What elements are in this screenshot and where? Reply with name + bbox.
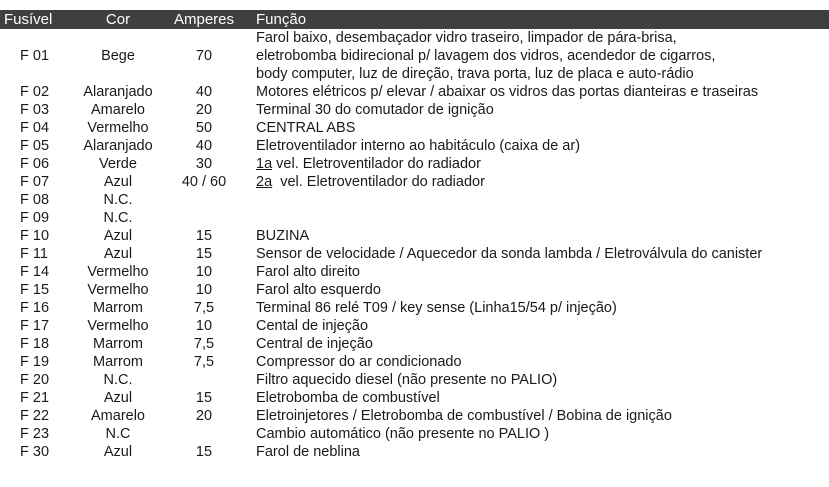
- table-row: [0, 263, 829, 281]
- function-line: eletrobomba bidirecional p/ lavagem dos vidros, acendedor de cigarros,: [256, 48, 716, 64]
- fuse-id: F 22: [20, 408, 50, 424]
- fuse-amperes: 10: [195, 318, 213, 334]
- function-line: Filtro aquecido diesel (não presente no PALIO): [256, 372, 558, 388]
- function-line: Sensor de velocidade / Aquecedor da sonda lambda / Eletroválvula do canister: [256, 246, 763, 262]
- table-row: [0, 407, 829, 425]
- speed-ordinal: 2a: [256, 174, 273, 190]
- table-row: [0, 191, 829, 209]
- fuse-function: [256, 299, 826, 317]
- function-line: Cambio automático (não presente no PALIO ): [256, 426, 550, 442]
- fuse-id: F 06: [20, 156, 50, 172]
- fuse-id: F 02: [20, 84, 50, 100]
- table-row: [0, 335, 829, 353]
- fuse-amperes: 40 / 60: [181, 174, 227, 190]
- fuse-color: N.C: [105, 426, 131, 442]
- fuse-id: F 10: [20, 228, 50, 244]
- function-text: vel. Eletroventilador do radiador: [272, 174, 485, 190]
- fuse-id: F 30: [20, 444, 50, 460]
- fuse-id: F 23: [20, 426, 50, 442]
- fuse-function: [256, 101, 826, 119]
- table-header: [0, 10, 829, 29]
- fuse-amperes: 10: [195, 282, 213, 298]
- table-row: [0, 425, 829, 443]
- fuse-id: F 05: [20, 138, 50, 154]
- fuse-id: F 14: [20, 264, 50, 280]
- function-line: Motores elétricos p/ elevar / abaixar os vidros das portas dianteiras e traseiras: [256, 84, 759, 100]
- fuse-color: Vermelho: [87, 120, 149, 136]
- fuse-color: Azul: [103, 444, 133, 460]
- function-line: CENTRAL ABS: [256, 120, 356, 136]
- table-row: [0, 245, 829, 263]
- fuse-function: [256, 173, 826, 191]
- fuse-function: [256, 443, 826, 461]
- header-fusivel: Fusível: [4, 11, 53, 28]
- function-line: [256, 155, 481, 173]
- fuse-function: [256, 245, 826, 263]
- fuse-color: Marrom: [93, 354, 143, 370]
- fuse-amperes: [166, 425, 242, 443]
- function-line: Terminal 30 do comutador de ignição: [256, 102, 494, 118]
- fuse-amperes: 50: [195, 120, 213, 136]
- fuse-amperes: 30: [195, 156, 213, 172]
- fuse-function: [256, 353, 826, 371]
- fuse-amperes: [166, 371, 242, 389]
- table-row: [0, 29, 829, 83]
- fuse-id: F 11: [20, 246, 48, 262]
- fuse-amperes: 15: [195, 228, 213, 244]
- fuse-color: Amarelo: [91, 408, 145, 424]
- fuse-amperes: 40: [195, 84, 213, 100]
- function-line: Compressor do ar condicionado: [256, 354, 462, 370]
- fuse-amperes: 7,5: [193, 354, 215, 370]
- table-row: [0, 281, 829, 299]
- function-line: Terminal 86 relé T09 / key sense (Linha15/54 p/ injeção): [256, 300, 617, 316]
- fuse-function: [256, 191, 826, 209]
- function-line: body computer, luz de direção, trava porta, luz de placa e auto-rádio: [256, 66, 694, 82]
- fuse-function: [256, 83, 826, 101]
- function-line: Eletrobomba de combustível: [256, 390, 440, 406]
- table-row: [0, 101, 829, 119]
- fuse-amperes: 7,5: [193, 300, 215, 316]
- fuse-color: N.C.: [103, 192, 133, 208]
- table-row: [0, 227, 829, 245]
- function-line: Cental de injeção: [256, 318, 369, 334]
- fuse-id: F 20: [20, 372, 50, 388]
- fuse-id: F 18: [20, 336, 50, 352]
- fuse-amperes: 20: [195, 102, 213, 118]
- fuse-id: F 21: [20, 390, 50, 406]
- fuse-id: F 15: [20, 282, 50, 298]
- fuse-amperes: 70: [195, 48, 213, 64]
- fuse-amperes: [166, 209, 242, 227]
- function-line: Eletroinjetores / Eletrobomba de combustível / Bobina de ignição: [256, 408, 672, 424]
- speed-ordinal: 1a: [256, 156, 273, 172]
- fuse-function: [256, 371, 826, 389]
- table-row: [0, 443, 829, 461]
- fuse-function: [256, 29, 826, 83]
- fuse-color: Vermelho: [87, 264, 149, 280]
- fuse-id: F 04: [20, 120, 50, 136]
- table-row: [0, 155, 829, 173]
- table-row: [0, 317, 829, 335]
- fuse-function: [256, 263, 826, 281]
- function-line: Farol de neblina: [256, 444, 360, 460]
- fuse-color: Azul: [103, 390, 133, 406]
- fuse-id: F 19: [20, 354, 50, 370]
- function-line: Farol alto esquerdo: [256, 282, 381, 298]
- fuse-color: Azul: [103, 246, 133, 262]
- function-line: Central de injeção: [256, 336, 373, 352]
- fuse-function: [256, 155, 826, 173]
- fuse-color: Alaranjado: [83, 84, 153, 100]
- fuse-color: Alaranjado: [83, 138, 153, 154]
- fuse-amperes: 15: [195, 246, 213, 262]
- table-row: [0, 209, 829, 227]
- function-line: Farol baixo, desembaçador vidro traseiro, limpador de pára-brisa,: [256, 30, 677, 46]
- fuse-function: [256, 317, 826, 335]
- fuse-color: N.C.: [103, 210, 133, 226]
- header-cor: Cor: [105, 11, 131, 28]
- fuse-amperes: 7,5: [193, 336, 215, 352]
- function-line: [256, 173, 485, 191]
- table-row: [0, 371, 829, 389]
- fuse-color: Azul: [103, 228, 133, 244]
- fuse-color: Marrom: [93, 300, 143, 316]
- table-row: [0, 353, 829, 371]
- table-row: [0, 299, 829, 317]
- fuse-id: F 01: [20, 48, 50, 64]
- table-row: [0, 173, 829, 191]
- fuse-function: [256, 407, 826, 425]
- fuse-function: [256, 281, 826, 299]
- fuse-color: Verde: [99, 156, 137, 172]
- fuse-amperes: 15: [195, 390, 213, 406]
- fuse-id: F 16: [20, 300, 50, 316]
- fuse-function: [256, 425, 826, 443]
- function-line: Eletroventilador interno ao habitáculo (caixa de ar): [256, 138, 581, 154]
- table-row: [0, 389, 829, 407]
- function-line: BUZINA: [256, 228, 310, 244]
- fuse-id: F 09: [20, 210, 50, 226]
- fuse-color: Bege: [101, 48, 135, 64]
- header-amperes: Amperes: [173, 11, 235, 28]
- table-row: [0, 119, 829, 137]
- table-body: [0, 29, 829, 461]
- fuse-function: [256, 335, 826, 353]
- fuse-function: [256, 209, 826, 227]
- fuse-color: Vermelho: [87, 318, 149, 334]
- fuse-id: F 03: [20, 102, 50, 118]
- function-line: Farol alto direito: [256, 264, 360, 280]
- fuse-amperes: 40: [195, 138, 213, 154]
- fuse-function: [256, 119, 826, 137]
- fuse-amperes: 10: [195, 264, 213, 280]
- fuse-amperes: [166, 191, 242, 209]
- table-row: [0, 137, 829, 155]
- function-text: vel. Eletroventilador do radiador: [272, 156, 481, 172]
- fuse-function: [256, 389, 826, 407]
- fuse-amperes: 15: [195, 444, 213, 460]
- fuse-function: [256, 227, 826, 245]
- fuse-id: F 07: [20, 174, 50, 190]
- fuse-color: Azul: [103, 174, 133, 190]
- fuse-function: [256, 137, 826, 155]
- fuse-color: Vermelho: [87, 282, 149, 298]
- fuse-id: F 17: [20, 318, 50, 334]
- fuse-color: Marrom: [93, 336, 143, 352]
- fuse-color: N.C.: [103, 372, 133, 388]
- fuse-color: Amarelo: [91, 102, 145, 118]
- header-funcao: Função: [256, 11, 307, 28]
- table-row: [0, 83, 829, 101]
- fuse-id: F 08: [20, 192, 50, 208]
- fuse-amperes: 20: [195, 408, 213, 424]
